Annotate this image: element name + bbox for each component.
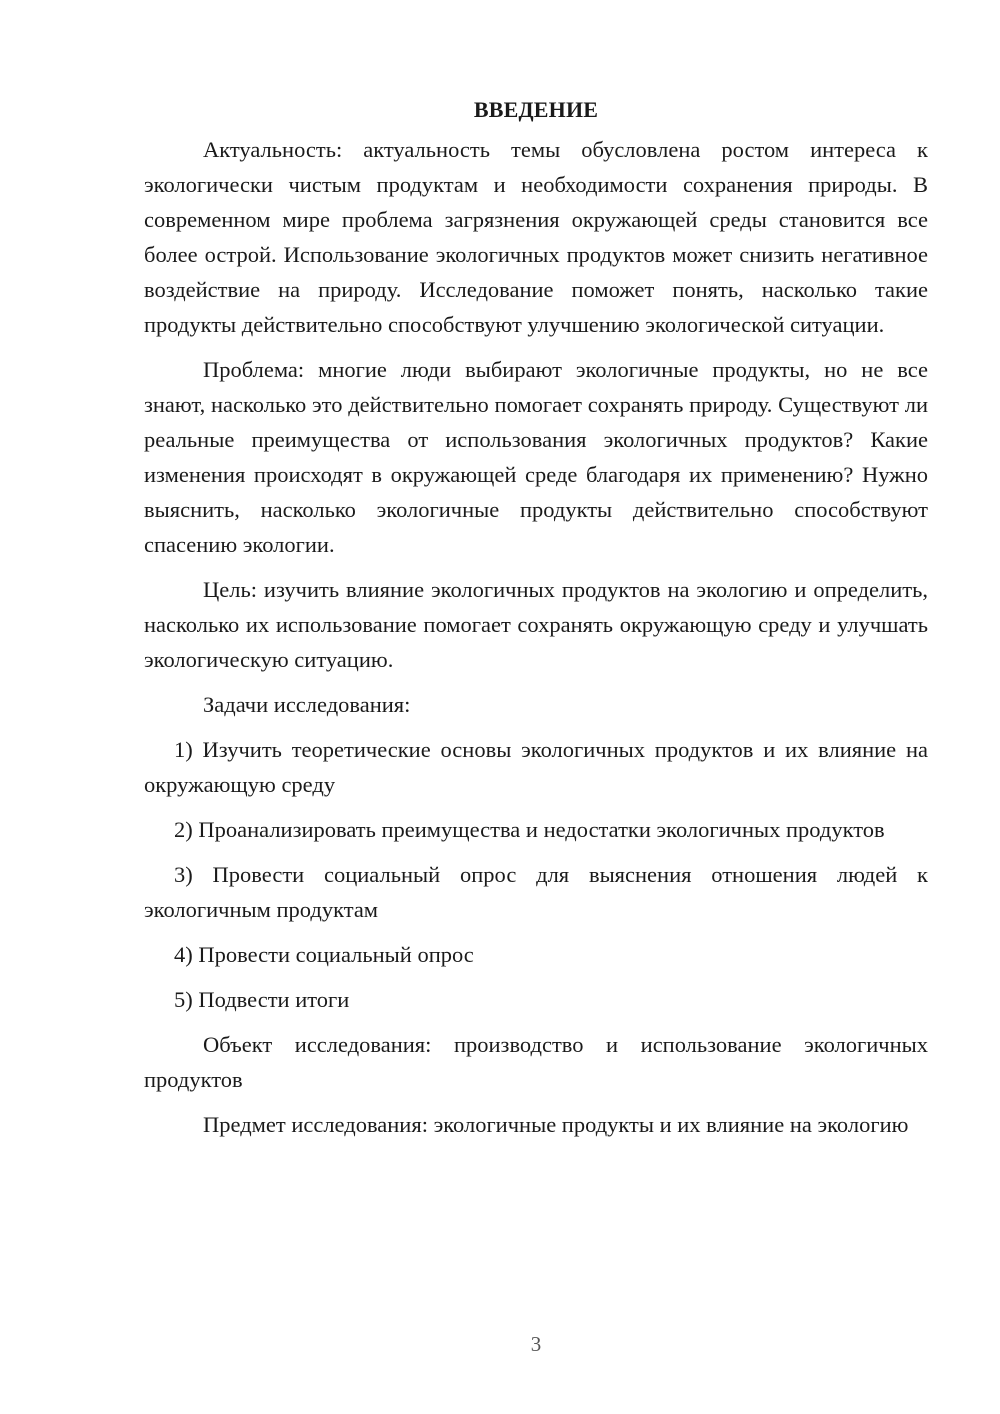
goal-paragraph: Цель: изучить влияние экологичных продуктов на экологию и определить, насколько их использование помогает сохранять окружающую среду и улучшать экологическую ситуацию.	[144, 577, 928, 672]
task-item-3: 3) Провести социальный опрос для выяснения отношения людей к экологичным продуктам	[144, 862, 928, 922]
problem-paragraph: Проблема: многие люди выбирают экологичные продукты, но не все знают, насколько это действительно помогает сохранять природу. Существуют ли реальные преимущества от использования экологичных продуктов? Какие изменения происходят в окружающей среде благодаря их применению? Нужно выяснить, насколько экологичные продукты действительно способствуют спасению экологии.	[144, 357, 928, 557]
document-page	[144, 92, 928, 1152]
tasks-heading: Задачи исследования:	[203, 692, 411, 717]
subject-paragraph: Предмет исследования: экологичные продукты и их влияние на экологию	[203, 1112, 909, 1137]
task-item-1: 1) Изучить теоретические основы экологичных продуктов и их влияние на окружающую среду	[144, 737, 928, 797]
page-number: 3	[530, 1332, 542, 1356]
relevance-paragraph: Актуальность: актуальность темы обусловлена ростом интереса к экологически чистым продуктам и необходимости сохранения природы. В современном мире проблема загрязнения окружающей среды становится все более острой. Использование экологичных продуктов может снизить негативное воздействие на природу. Исследование поможет понять, насколько такие продукты действительно способствуют улучшению экологической ситуации.	[144, 137, 928, 337]
section-heading: ВВЕДЕНИЕ	[473, 97, 599, 122]
task-item-5: 5) Подвести итоги	[174, 987, 350, 1012]
task-item-2: 2) Проанализировать преимущества и недостатки экологичных продуктов	[174, 817, 885, 842]
object-paragraph: Объект исследования: производство и использование экологичных продуктов	[144, 1032, 928, 1092]
task-item-4: 4) Провести социальный опрос	[174, 942, 474, 967]
